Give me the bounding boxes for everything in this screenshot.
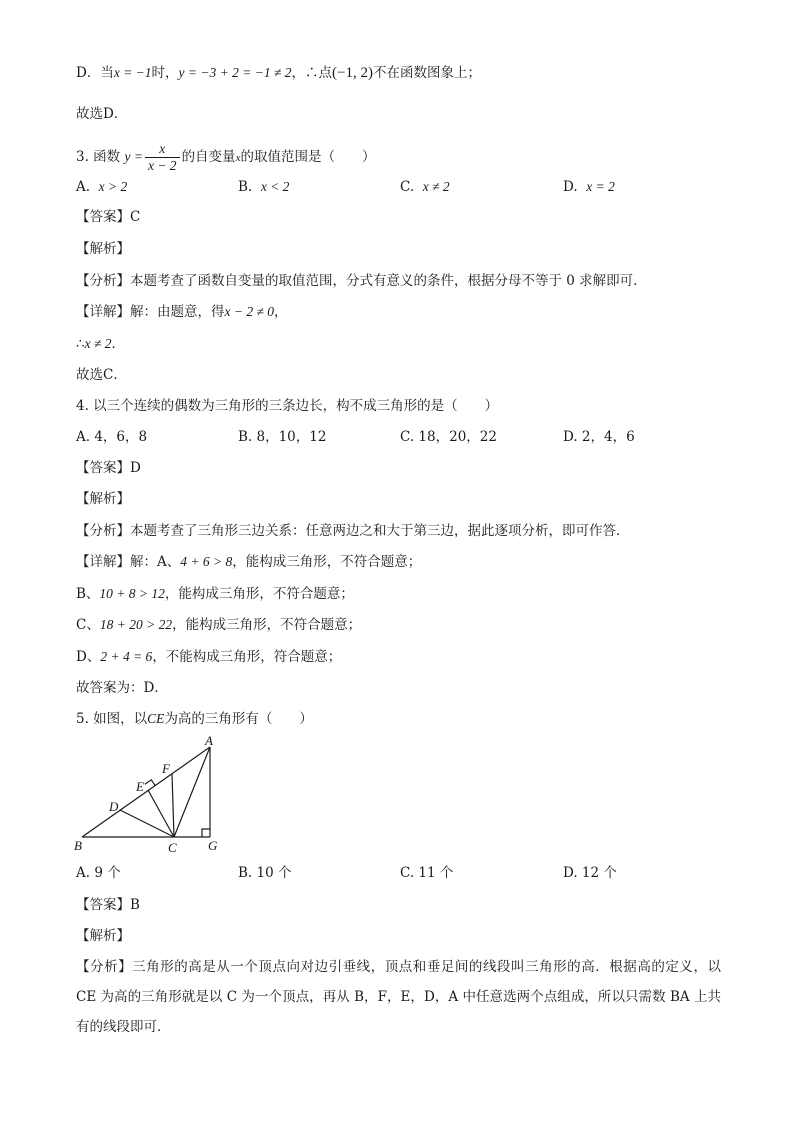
q5-answer: 【答案】B [76,897,140,913]
question-3: 3. 函数 y = $\frac{x}{x - 2}$ 的自变量x的取值范围是（ ） [76,141,376,173]
label-c: C [168,840,177,855]
q3-option-b[interactable]: B. x < 2 [238,179,290,195]
label-f: F [162,761,170,776]
q5-option-d[interactable]: D. 12 个 [563,865,617,881]
q5-option-c[interactable]: C. 11 个 [400,865,454,881]
q3-option-d[interactable]: D. x = 2 [563,179,615,195]
q4-explanation-heading: 【解析】 [76,491,130,507]
q5-option-b[interactable]: B. 10 个 [238,865,292,881]
right-angle-mark-g [202,829,210,837]
q3-select: 故选C． [76,367,127,383]
q3-option-a[interactable]: A. x > 2 [76,179,128,195]
select-d: 故选D． [76,106,128,122]
q4-option-c[interactable]: C. 18，20，22 [400,429,497,445]
fraction: $\frac{x}{x - 2}$ [145,141,180,174]
q4-solution-a: 【详解】解：A、4 + 6 > 8，能构成三角形，不符合题意； [76,554,422,570]
q4-answer: 【答案】D [76,460,141,476]
q5-option-a[interactable]: A. 9 个 [76,865,121,881]
segment-cf [172,774,174,837]
question-5: 5. 如图，以CE为高的三角形有（ ） [76,711,313,727]
q4-option-b[interactable]: B. 8，10，12 [238,429,327,445]
q5-analysis: 【分析】三角形的高是从一个顶点向对边引垂线，顶点和垂足间的线段叫三角形的高．根据高的定义，以 CE 为高的三角形就是以 C 为一个顶点，再从 B，F，E，D，A 中任意选两个点组成，所以只需数 BA 上共有的线段即可． [76,959,721,1035]
q4-solution-b: B、10 + 8 > 12，能构成三角形，不符合题意； [76,586,354,602]
q3-solution: 【详解】解：由题意，得x − 2 ≠ 0， [76,304,288,320]
q4-solution-c: C、18 + 20 > 22，能构成三角形，不符合题意； [76,617,362,633]
label-d: D [109,799,119,814]
triangle-figure [72,733,232,855]
label-a: A [205,733,213,748]
q4-solution-d: D、2 + 4 = 6，不能构成三角形，符合题意； [76,649,342,665]
q3-answer: 【答案】C [76,209,141,225]
q3-explanation-heading: 【解析】 [76,241,130,257]
label-g: G [208,838,218,853]
q3-option-c[interactable]: C. x ≠ 2 [400,179,450,195]
q4-option-a[interactable]: A. 4，6，8 [76,429,148,445]
q5-explanation-heading: 【解析】 [76,928,130,944]
label-b: B [74,838,82,853]
math-point: (−1, 2) [332,65,373,81]
line-option-d-analysis: D．当x = −1时，y = −3 + 2 = −1 ≠ 2，∴点(−1, 2)不在函数图象上； [76,65,481,81]
q3-analysis: 【分析】本题考查了函数自变量的取值范围，分式有意义的条件，根据分母不等于 0 求解即可． [76,273,647,289]
question-4: 4. 以三个连续的偶数为三角形的三条边长，构不成三角形的是（ ） [76,398,499,414]
q4-option-d[interactable]: D. 2，4，6 [563,429,635,445]
right-angle-mark-e [145,780,156,786]
label-e: E [136,779,144,794]
q3-result: ∴x ≠ 2． [76,336,125,352]
q4-analysis: 【分析】本题考查了三角形三边关系：任意两边之和大于第三边，据此逐项分析，即可作答． [76,523,630,539]
math-y: y = [124,149,143,164]
segment-ca [174,747,210,837]
math-x-eq: x = −1 [113,65,152,80]
math-y-calc: y = −3 + 2 = −1 ≠ 2 [178,65,292,80]
q4-select: 故答案为：D． [76,680,168,696]
